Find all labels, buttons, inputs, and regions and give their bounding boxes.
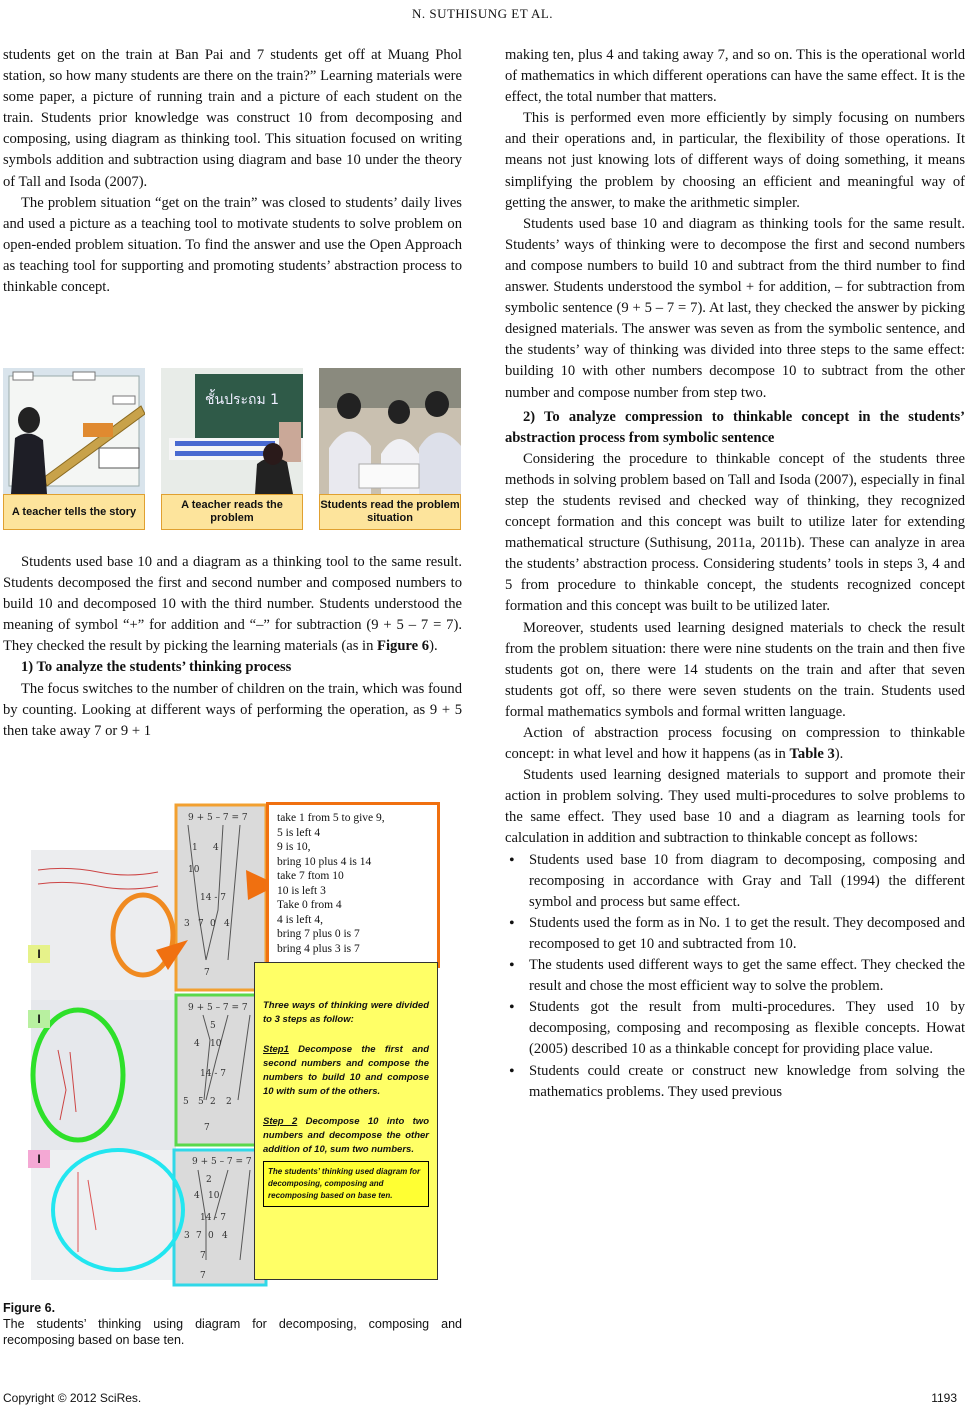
svg-text:0: 0	[208, 1231, 214, 1241]
step-tag: I	[28, 1150, 50, 1168]
paragraph: Action of abstraction process focusing on compression to thinkable concept: in what level and how it happens (as in Table 3).	[505, 725, 965, 763]
table-reference[interactable]: Table 3	[789, 746, 835, 763]
svg-text:4: 4	[222, 1231, 228, 1241]
figure-6	[28, 800, 443, 1290]
svg-text:2: 2	[210, 1097, 216, 1107]
paragraph: Students used base 10 and a diagram as a thinking tool to the same result. Students decomposed the first and second number and composed numbers to build 10 and decomposed 10 with the third number. Students understood the meaning of symbol “+” for addition and “–” for subtraction (9 + 5 – 7 = 7). They checked the result by picking the learning materials (as in Figure 6).	[3, 554, 462, 655]
svg-text:14 - 7: 14 - 7	[200, 1069, 226, 1079]
step-1: Step1 Decompose the first and second numbers and compose the numbers to build 10 and compose 10 with sum of the others.	[263, 1044, 429, 1097]
explanation-line: 5 is left 4	[277, 826, 321, 839]
explanation-line: take 1 from 5 to give 9,	[277, 812, 385, 824]
svg-text:5: 5	[198, 1097, 204, 1107]
svg-text:3: 3	[184, 1231, 190, 1241]
svg-text:4: 4	[213, 843, 219, 853]
explanation-line: bring 7 plus 0 is 7	[277, 928, 360, 940]
photo-teacher-reads	[161, 368, 303, 494]
photo-teacher-story	[3, 368, 145, 494]
svg-text:7: 7	[196, 1231, 202, 1241]
figure-caption-text: The students’ thinking using diagram for decomposing, composing and recomposing based on base ten.	[3, 1317, 462, 1347]
figure-label: Figure 6.	[3, 1301, 56, 1315]
yellow-note: The students’ thinking used diagram for decomposing, composing and recomposing based on base ten.	[263, 1161, 429, 1207]
paragraph: Moreover, students used learning designed materials to check the result from the problem situation: there were nine students on the train and then five students got on, there were 14 students on the train and after that seven students got off, so there were seven students on the train. Students used formal mathematics symbols and formal written language.	[505, 619, 965, 720]
section-heading: 1) To analyze the students’ thinking process	[21, 659, 292, 676]
step-2: Step 2 Decompose 10 into two numbers and decompose the other addition of 10, sum two numbers.	[263, 1116, 429, 1155]
svg-text:7: 7	[200, 1271, 206, 1281]
figure-reference[interactable]: Figure 6	[377, 638, 430, 655]
explanation-line: Take 0 from 4	[277, 899, 342, 911]
left-column-top	[3, 45, 462, 298]
explanation-line: take 7 ftom 10	[277, 870, 344, 882]
bullet-list	[505, 850, 965, 1103]
step-tag: I	[28, 945, 50, 963]
photo-caption: Students read the problem situation	[319, 494, 461, 530]
list-item: • Students used the form as in No. 1 to get the result. They decomposed and recomposed to get 10 and subtracted from 10.	[505, 913, 965, 955]
photo-caption: A teacher tells the story	[3, 494, 145, 530]
explanation-line: bring 10 plus 4 is 14	[277, 855, 372, 868]
list-item: • Students got the result from multi-procedures. They used 10 by decomposing, composing and recomposing as flexible concepts. Howat (2005) described 10 as a thinkable concept for providing place value.	[505, 997, 965, 1060]
paragraph: Considering the procedure to thinkable concept of the students three methods in solving problem based on Tall and Isoda (2007), especially in final step the students revised and checked way of thinking, they recognized concept formation and this concept was built to utilize later for extending mathematical structure (Suthisung, 2011a, 2011b). These can analyze in area the students’ abstraction process. Considering students’ tools in steps 3, 4 and 5 from procedure to thinkable concept, the students recognized concept formation and this concept was built to be utilized later.	[505, 450, 965, 615]
step-tag: I	[28, 1010, 50, 1028]
svg-text:2: 2	[206, 1175, 212, 1185]
svg-text:2: 2	[226, 1097, 232, 1107]
list-item: • The students used different ways to get the same effect. They checked the result and chose the most efficient way to solve the problem.	[505, 955, 965, 997]
svg-text:7: 7	[200, 1251, 206, 1261]
svg-text:0: 0	[210, 919, 216, 929]
paragraph: The focus switches to the number of children on the train, which was found by counting. Looking at different ways of performing the operation, as 9 + 5 then take away 7 or 9 + 1	[3, 680, 462, 739]
svg-text:7: 7	[204, 968, 210, 978]
paragraph: Students used learning designed materials to support and promote their action in problem solving. They used multi-procedures to solve problems to the same effect. They used base 10 and a diagram as learning tools for calculation in addition and subtraction to thinkable concept as follows:	[505, 767, 965, 847]
svg-text:14 - 7: 14 - 7	[200, 893, 226, 903]
orange-explanation-box	[266, 802, 440, 968]
paragraph: students get on the train at Ban Pai and 7 students get off at Muang Phol station, so how many students are there on the train?” Learning materials were some paper, a picture of running train and a picture of each student on the train. Students prior knowledge was construct 10 from decomposing and composing, using diagram as thinking tool. This situation focused on writing symbols addition and subtraction using diagram and base 10 under the theory of Tall and Isoda (2007).	[3, 47, 462, 190]
paragraph: making ten, plus 4 and taking away 7, and so on. This is the operational world of mathematics in which different operations can have the same effect. It is the effect, the total number that matters.	[505, 47, 965, 106]
explanation-line: bring 4 plus 3 is 7	[277, 942, 360, 955]
svg-text:ชั้นประถม 1: ชั้นประถม 1	[205, 392, 280, 408]
svg-text:9 + 5 – 7 = 7: 9 + 5 – 7 = 7	[192, 1157, 252, 1167]
photo-strip	[3, 368, 462, 530]
figure-caption	[3, 1300, 462, 1348]
svg-text:4: 4	[194, 1039, 200, 1049]
photo-caption: A teacher reads the problem	[161, 494, 303, 530]
running-header: N. SUTHISUNG ET AL.	[411, 6, 554, 21]
explanation-line: 9 is 10,	[277, 841, 311, 853]
svg-text:9 + 5 – 7 = 7: 9 + 5 – 7 = 7	[188, 1003, 248, 1013]
svg-text:14 - 7: 14 - 7	[200, 1213, 226, 1223]
svg-text:4: 4	[224, 919, 230, 929]
list-item: • Students could create or construct new knowledge from solving the mathematics problems. They used previous	[505, 1061, 965, 1103]
right-column	[505, 45, 965, 1103]
svg-text:4: 4	[194, 1191, 200, 1201]
paragraph: Students used base 10 and diagram as thinking tools for the same result. Students’ ways of thinking were to decompose the first and second numbers and compose numbers to build 10 and subtract from the third number to find answer. Students understood the symbol + for addition, – for subtraction from symbolic sentence (9 + 5 – 7 = 7). At last, they checked the answer by picking designed materials. The answer was seven as from the symbolic sentence, and the students’ way of thinking was divided into three steps to the same effect: building 10 with other numbers decompose 10 to subtract from the other number and compose number from step two.	[505, 215, 965, 401]
svg-text:9 + 5 – 7 = 7: 9 + 5 – 7 = 7	[188, 813, 248, 823]
svg-text:7: 7	[204, 1123, 210, 1133]
page-number: 1193	[931, 1391, 957, 1405]
explanation-line: 4 is left 4,	[277, 913, 323, 926]
list-item: • Students used base 10 from diagram to decomposing, composing and recomposing in accordance with Gray and Tall (1994) the different symbol and process but same effect.	[505, 850, 965, 913]
svg-text:10: 10	[208, 1191, 220, 1201]
left-column-bottom	[3, 552, 462, 742]
svg-text:1: 1	[192, 843, 198, 853]
copyright-footer: Copyright © 2012 SciRes.	[3, 1391, 142, 1405]
svg-text:5: 5	[183, 1097, 189, 1107]
svg-text:3: 3	[184, 919, 190, 929]
section-heading: 2) To analyze compression to thinkable concept in the students’ abstraction process from symbolic sentence	[505, 408, 965, 446]
steps-intro: Three ways of thinking were divided to 3 steps as follow:	[263, 1000, 429, 1025]
paragraph: The problem situation “get on the train” was closed to students’ daily lives and used a picture as a teaching tool to motivate students to solve problem on open-ended problem situation. To find the answer and use the Open Approach as teaching tool for supporting and promoting students’ abstraction process to thinkable concept.	[3, 194, 462, 296]
svg-text:10: 10	[210, 1039, 222, 1049]
yellow-steps-box	[254, 962, 438, 1280]
svg-text:5: 5	[210, 1021, 216, 1031]
explanation-line: 10 is left 3	[277, 884, 326, 897]
svg-text:10: 10	[188, 865, 200, 875]
paragraph: This is performed even more efficiently by simply focusing on numbers and their operations and, in particular, the flexibility of those operations. It means not just knowing lots of different ways of doing something, it means simplifying the problem by choosing an efficient and meaningful way of getting the answer, to make the arithmetic simpler.	[505, 110, 965, 211]
svg-text:7: 7	[198, 919, 204, 929]
photo-students-read	[319, 368, 461, 494]
